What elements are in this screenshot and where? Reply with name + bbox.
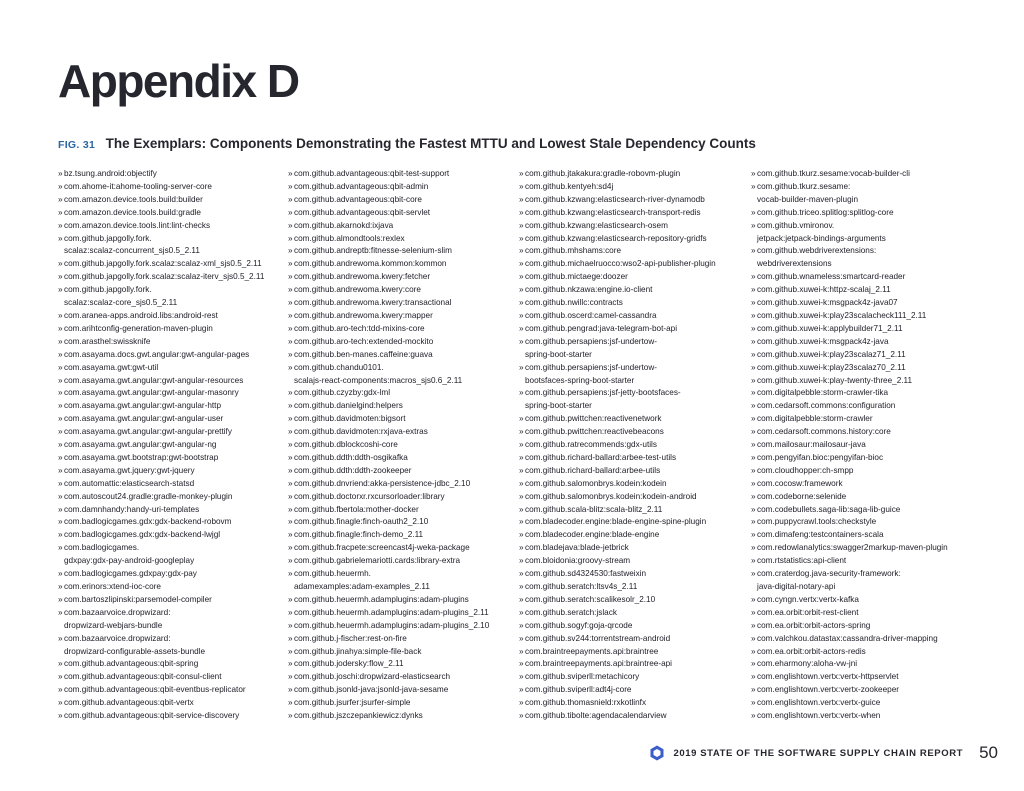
list-item: » com.bladecoder.engine:blade-engine	[519, 529, 747, 542]
list-item: » com.github.richard-ballard:arbee-test-utils	[519, 452, 747, 465]
list-item: » com.github.jinahya:simple-file-back	[288, 646, 513, 659]
list-item: » com.github.advantageous:qbit-servlet	[288, 207, 513, 220]
list-item: » com.github.jtakakura:gradle-robovm-plugin	[519, 168, 747, 181]
list-item: » com.bartoszlipinski:parsemodel-compiler	[58, 594, 280, 607]
list-item: » com.amazon.device.tools.lint:lint-checks	[58, 220, 280, 233]
list-item: » com.damnhandy:handy-uri-templates	[58, 504, 280, 517]
list-item: » com.github.gabrielemariotti.cards:library-extra	[288, 555, 513, 568]
figure-caption	[58, 135, 756, 153]
list-item: » com.cocosw:framework	[751, 478, 981, 491]
list-item: » com.github.advantageous:qbit-spring	[58, 658, 280, 671]
page-number: 50	[979, 743, 998, 762]
figure-label: FIG. 31	[58, 139, 96, 151]
list-item: » com.craterdog.java-security-framework: java-digital-notary-api	[751, 568, 981, 594]
list-item: » com.github.j-fischer:rest-on-fire	[288, 633, 513, 646]
list-item: » com.github.ddth:ddth-osgikafka	[288, 452, 513, 465]
list-item: » com.github.akarnokd:ixjava	[288, 220, 513, 233]
list-item: » com.github.mictaege:doozer	[519, 271, 747, 284]
list-item: » com.asayama.gwt.angular:gwt-angular-prettify	[58, 426, 280, 439]
list-item: » com.github.kzwang:elasticsearch-transport-redis	[519, 207, 747, 220]
list-item: » com.github.advantageous:qbit-eventbus-replicator	[58, 684, 280, 697]
list-item: » com.cedarsoft.commons:configuration	[751, 400, 981, 413]
list-item: » com.englishtown.vertx:vertx-zookeeper	[751, 684, 981, 697]
list-item: » com.bazaarvoice.dropwizard: dropwizard-webjars-bundle	[58, 607, 280, 633]
list-item: » com.github.jszczepankiewicz:dynks	[288, 710, 513, 723]
list-item: » com.github.finagle:finch-oauth2_2.10	[288, 516, 513, 529]
list-item: » com.erinors:xtend-ioc-core	[58, 581, 280, 594]
list-item: » com.github.seratch:jslack	[519, 607, 747, 620]
list-item: » com.github.jodersky:flow_2.11	[288, 658, 513, 671]
list-item: » com.asayama.gwt.bootstrap:gwt-bootstrap	[58, 452, 280, 465]
list-item: » com.asayama.docs.gwt.angular:gwt-angular-pages	[58, 349, 280, 362]
list-item: » com.github.advantageous:qbit-test-support	[288, 168, 513, 181]
list-item: » com.github.davidmoten:rxjava-extras	[288, 426, 513, 439]
list-item: » com.bladejava:blade-jetbrick	[519, 542, 747, 555]
list-item: » com.codebullets.saga-lib:saga-lib-guice	[751, 504, 981, 517]
list-item: » com.github.xuwei-k:play23scalaz70_2.11	[751, 362, 981, 375]
list-item: » com.puppycrawl.tools:checkstyle	[751, 516, 981, 529]
list-item: » com.github.scala-blitz:scala-blitz_2.11	[519, 504, 747, 517]
list-item: » com.github.sd4324530:fastweixin	[519, 568, 747, 581]
component-list-column-3	[519, 168, 747, 723]
list-item: » com.github.japgolly.fork.scalaz:scalaz-iterv_sjs0.5_2.11	[58, 271, 280, 284]
list-item: » com.ea.orbit:orbit-rest-client	[751, 607, 981, 620]
list-item: » com.arasthel:swissknife	[58, 336, 280, 349]
list-item: » com.braintreepayments.api:braintree	[519, 646, 747, 659]
list-item: » com.mailosaur:mailosaur-java	[751, 439, 981, 452]
list-item: » com.github.seratch:ltsv4s_2.11	[519, 581, 747, 594]
list-item: » com.github.advantageous:qbit-service-discovery	[58, 710, 280, 723]
list-item: » com.github.dblockcoshi-core	[288, 439, 513, 452]
list-item: » com.github.kzwang:elasticsearch-repository-gridfs	[519, 233, 747, 246]
list-item: » com.github.danielgind:helpers	[288, 400, 513, 413]
list-item: » com.github.pwittchen:reactivenetwork	[519, 413, 747, 426]
list-item: » com.autoscout24.gradle:gradle-monkey-plugin	[58, 491, 280, 504]
list-item: » com.bladecoder.engine:blade-engine-spine-plugin	[519, 516, 747, 529]
list-item: » com.github.persapiens:jsf-undertow- spring-boot-starter	[519, 336, 747, 362]
list-item: » com.amazon.device.tools.build:gradle	[58, 207, 280, 220]
list-item: » com.github.tibolte:agendacalendarview	[519, 710, 747, 723]
list-item: » com.bloidonia:groovy-stream	[519, 555, 747, 568]
hexagon-logo-icon	[650, 745, 664, 761]
list-item: » com.github.czyzby:gdx-lml	[288, 387, 513, 400]
list-item: » com.github.seratch:scalikesolr_2.10	[519, 594, 747, 607]
list-item: » com.github.sviperll:metachicory	[519, 671, 747, 684]
list-item: » com.pengyifan.bioc:pengyifan-bioc	[751, 452, 981, 465]
list-item: » com.asayama.gwt.jquery:gwt-jquery	[58, 465, 280, 478]
list-item: » com.asayama.gwt.angular:gwt-angular-resources	[58, 375, 280, 388]
list-item: » com.github.xuwei-k:msgpack4z-java	[751, 336, 981, 349]
list-item: » com.github.japgolly.fork. scalaz:scalaz-concurrent_sjs0.5_2.11	[58, 233, 280, 259]
list-item: » com.github.andrewoma.kwery:core	[288, 284, 513, 297]
list-item: » com.github.aro-tech:tdd-mixins-core	[288, 323, 513, 336]
list-item: » com.github.davidmoten:bigsort	[288, 413, 513, 426]
list-item: » com.github.advantageous:qbit-vertx	[58, 697, 280, 710]
list-item: » com.github.webdriverextensions: webdriverextensions	[751, 245, 981, 271]
list-item: » com.github.doctorxr.rxcursorloader:library	[288, 491, 513, 504]
list-item: » com.asayama.gwt.angular:gwt-angular-user	[58, 413, 280, 426]
list-item: » com.github.michaelruocco:wso2-api-publisher-plugin	[519, 258, 747, 271]
list-item: » com.github.andreptb:fitnesse-selenium-slim	[288, 245, 513, 258]
list-item: » com.github.jsurfer:jsurfer-simple	[288, 697, 513, 710]
list-item: » com.englishtown.vertx:vertx-when	[751, 710, 981, 723]
list-item: » com.github.kentyeh:sd4j	[519, 181, 747, 194]
list-item: » com.github.aro-tech:extended-mockito	[288, 336, 513, 349]
list-item: » com.github.triceo.splitlog:splitlog-core	[751, 207, 981, 220]
list-item: » com.github.dnvriend:akka-persistence-jdbc_2.10	[288, 478, 513, 491]
list-item: » com.github.richard-ballard:arbee-utils	[519, 465, 747, 478]
list-item: » com.github.xuwei-k:play23scalaz71_2.11	[751, 349, 981, 362]
list-item: » com.github.kzwang:elasticsearch-river-dynamodb	[519, 194, 747, 207]
list-item: » bz.tsung.android:objectify	[58, 168, 280, 181]
list-item: » com.arihtconfig-generation-maven-plugin	[58, 323, 280, 336]
list-item: » com.github.heuermh.adamplugins:adam-plugins_2.10	[288, 620, 513, 633]
list-item: » com.github.andrewoma.kwery:mapper	[288, 310, 513, 323]
list-item: » com.asayama.gwt:gwt-util	[58, 362, 280, 375]
page-footer	[650, 743, 998, 763]
list-item: » com.github.advantageous:qbit-admin	[288, 181, 513, 194]
list-item: » com.github.vmironov. jetpack:jetpack-bindings-arguments	[751, 220, 981, 246]
list-item: » com.github.kzwang:elasticsearch-osem	[519, 220, 747, 233]
list-item: » com.redowlanalytics:swagger2markup-maven-plugin	[751, 542, 981, 555]
list-item: » com.github.fracpete:screencast4j-weka-package	[288, 542, 513, 555]
list-item: » com.github.nwillc:contracts	[519, 297, 747, 310]
list-item: » com.github.xuwei-k:msgpack4z-java07	[751, 297, 981, 310]
list-item: » com.github.ben-manes.caffeine:guava	[288, 349, 513, 362]
list-item: » com.automattic:elasticsearch-statsd	[58, 478, 280, 491]
list-item: » com.github.sogyf:goja-qrcode	[519, 620, 747, 633]
list-item: » com.codeborne:selenide	[751, 491, 981, 504]
list-item: » com.badlogicgames. gdxpay:gdx-pay-android-googleplay	[58, 542, 280, 568]
list-item: » com.github.andrewoma.kwery:fetcher	[288, 271, 513, 284]
list-item: » com.englishtown.vertx:vertx-guice	[751, 697, 981, 710]
list-item: » com.ea.orbit:orbit-actors-redis	[751, 646, 981, 659]
report-title: 2019 STATE OF THE SOFTWARE SUPPLY CHAIN REPORT	[673, 747, 964, 759]
list-item: » com.badlogicgames.gdx:gdx-backend-robovm	[58, 516, 280, 529]
list-item: » com.github.mhshams:core	[519, 245, 747, 258]
list-item: » com.cloudhopper:ch-smpp	[751, 465, 981, 478]
list-item: » com.asayama.gwt.angular:gwt-angular-masonry	[58, 387, 280, 400]
list-item: » com.github.joschi:dropwizard-elasticsearch	[288, 671, 513, 684]
list-item: » com.github.andrewoma.kwery:transactional	[288, 297, 513, 310]
component-list-column-1	[58, 168, 280, 723]
list-item: » com.asayama.gwt.angular:gwt-angular-ng	[58, 439, 280, 452]
list-item: » com.github.advantageous:qbit-core	[288, 194, 513, 207]
component-list-column-2	[288, 168, 513, 723]
list-item: » com.rtstatistics:api-client	[751, 555, 981, 568]
list-item: » com.github.tkurz.sesame: vocab-builder-maven-plugin	[751, 181, 981, 207]
list-item: » com.github.persapiens:jsf-jetty-bootsfaces- spring-boot-starter	[519, 387, 747, 413]
list-item: » com.github.chandu0101. scalajs-react-components:macros_sjs0.6_2.11	[288, 362, 513, 388]
list-item: » com.amazon.device.tools.build:builder	[58, 194, 280, 207]
list-item: » com.englishtown.vertx:vertx-httpservlet	[751, 671, 981, 684]
list-item: » com.github.jsonld-java:jsonld-java-sesame	[288, 684, 513, 697]
list-item: » com.github.sviperll:adt4j-core	[519, 684, 747, 697]
list-item: » com.asayama.gwt.angular:gwt-angular-http	[58, 400, 280, 413]
list-item: » com.badlogicgames.gdx:gdx-backend-lwjgl	[58, 529, 280, 542]
list-item: » com.github.finagle:finch-demo_2.11	[288, 529, 513, 542]
list-item: » com.github.pengrad:java-telegram-bot-api	[519, 323, 747, 336]
list-item: » com.github.andrewoma.kommon:kommon	[288, 258, 513, 271]
list-item: » com.github.xuwei-k:httpz-scalaj_2.11	[751, 284, 981, 297]
list-item: » com.digitalpebble:storm-crawler-tika	[751, 387, 981, 400]
list-item: » com.bazaarvoice.dropwizard: dropwizard-configurable-assets-bundle	[58, 633, 280, 659]
list-item: » com.github.xuwei-k:play23scalacheck111_2.11	[751, 310, 981, 323]
page-title: Appendix D	[58, 55, 299, 107]
list-item: » com.github.ddth:ddth-zookeeper	[288, 465, 513, 478]
list-item: » com.github.salomonbrys.kodein:kodein-android	[519, 491, 747, 504]
list-item: » com.braintreepayments.api:braintree-api	[519, 658, 747, 671]
list-item: » com.github.heuermh.adamplugins:adam-plugins_2.11	[288, 607, 513, 620]
list-item: » com.cedarsoft.commons.history:core	[751, 426, 981, 439]
list-item: » com.dimafeng:testcontainers-scala	[751, 529, 981, 542]
list-item: » com.ea.orbit:orbit-actors-spring	[751, 620, 981, 633]
list-item: » com.digitalpebble:storm-crawler	[751, 413, 981, 426]
list-item: » com.cyngn.vertx:vertx-kafka	[751, 594, 981, 607]
list-item: » com.github.persapiens:jsf-undertow- bootsfaces-spring-boot-starter	[519, 362, 747, 388]
list-item: » com.eharmony:aloha-vw-jni	[751, 658, 981, 671]
list-item: » com.github.wnameless:smartcard-reader	[751, 271, 981, 284]
component-list-column-4	[751, 168, 981, 723]
list-item: » com.github.almondtools:rexlex	[288, 233, 513, 246]
list-item: » com.aranea-apps.android.libs:android-rest	[58, 310, 280, 323]
list-item: » com.github.heuermh.adamplugins:adam-plugins	[288, 594, 513, 607]
list-item: » com.valchkou.datastax:cassandra-driver-mapping	[751, 633, 981, 646]
list-item: » com.github.thomasnield:rxkotlinfx	[519, 697, 747, 710]
list-item: » com.github.advantageous:qbit-consul-client	[58, 671, 280, 684]
list-item: » com.github.ratrecommends:gdx-utils	[519, 439, 747, 452]
list-item: » com.github.japgolly.fork.scalaz:scalaz-xml_sjs0.5_2.11	[58, 258, 280, 271]
list-item: » com.github.sv244:torrentstream-android	[519, 633, 747, 646]
list-item: » com.github.pwittchen:reactivebeacons	[519, 426, 747, 439]
list-item: » com.github.nkzawa:engine.io-client	[519, 284, 747, 297]
list-item: » com.github.xuwei-k:play-twenty-three_2.11	[751, 375, 981, 388]
list-item: » com.github.salomonbrys.kodein:kodein	[519, 478, 747, 491]
figure-title: The Exemplars: Components Demonstrating the Fastest MTTU and Lowest Stale Dependency Counts	[105, 136, 756, 151]
list-item: » com.github.heuermh. adamexamples:adam-examples_2.11	[288, 568, 513, 594]
list-item: » com.github.xuwei-k:applybuilder71_2.11	[751, 323, 981, 336]
list-item: » com.github.fbertola:mother-docker	[288, 504, 513, 517]
list-item: » com.github.japgolly.fork. scalaz:scalaz-core_sjs0.5_2.11	[58, 284, 280, 310]
list-item: » com.github.tkurz.sesame:vocab-builder-cli	[751, 168, 981, 181]
list-item: » com.badlogicgames.gdxpay:gdx-pay	[58, 568, 280, 581]
list-item: » com.github.oscerd:camel-cassandra	[519, 310, 747, 323]
list-item: » com.ahome-it:ahome-tooling-server-core	[58, 181, 280, 194]
